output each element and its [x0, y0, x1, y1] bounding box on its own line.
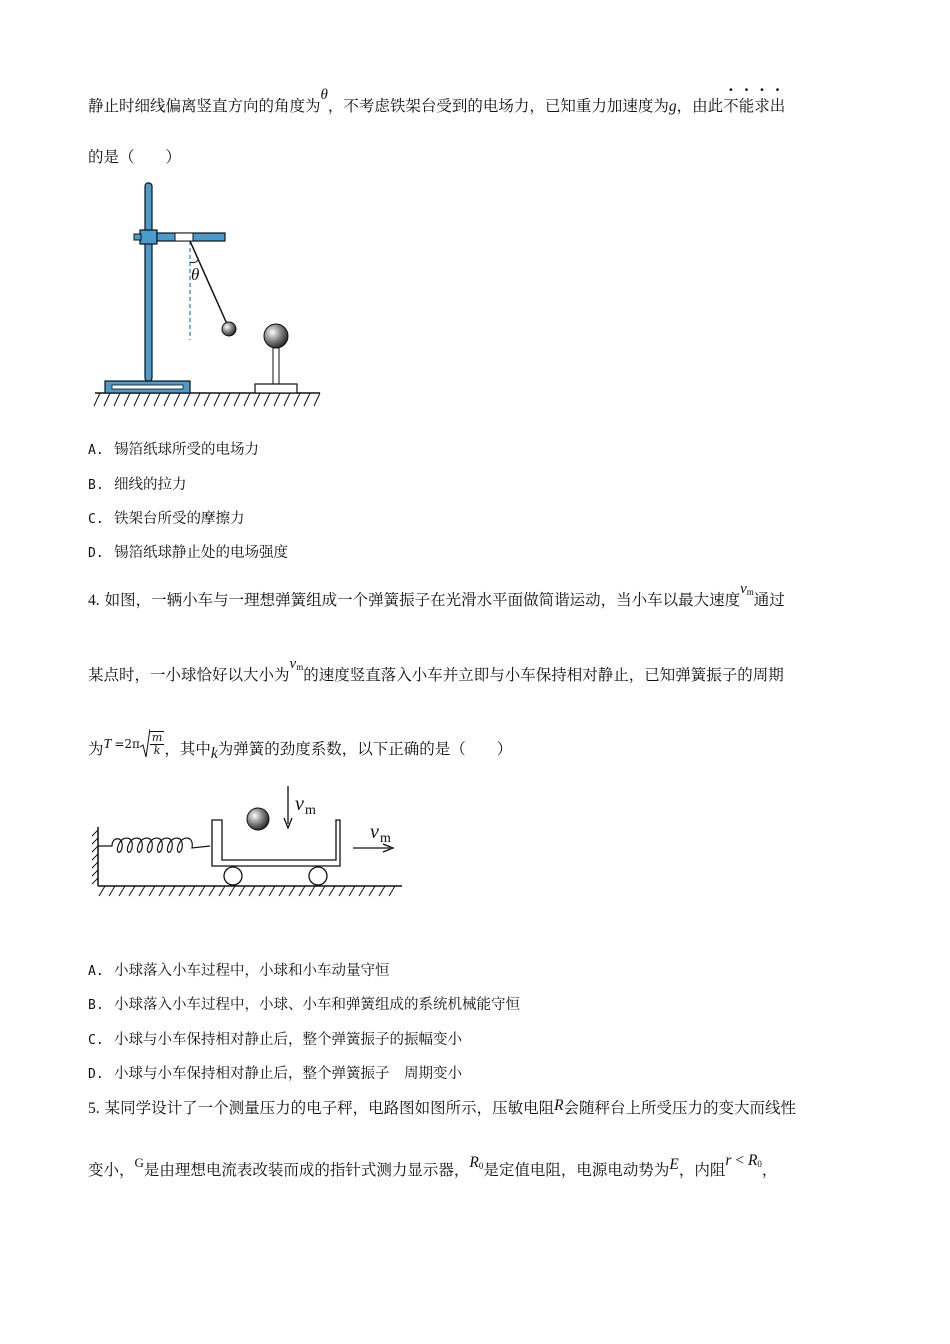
option-text: 小球落入小车过程中，小球、小车和弹簧组成的系统机械能守恒	[114, 997, 520, 1013]
g-meter-symbol: G	[134, 1155, 144, 1170]
q4-text: 通过	[753, 591, 785, 609]
q5-line-2	[88, 1152, 778, 1180]
option-text: 小球落入小车过程中，小球和小车动量守恒	[114, 963, 390, 979]
option-label: B.	[88, 998, 104, 1013]
theta-symbol: θ	[320, 87, 328, 103]
q3-option-d	[88, 541, 288, 562]
q5-text: 某同学设计了一个测量压力的电子秤，电路图如图所示，压敏电阻	[104, 1099, 555, 1117]
option-text: 小球与小车保持相对静止后，整个弹簧振子的振幅变小	[114, 1032, 462, 1048]
q5-text: 是由理想电流表改装而成的指针式测力显示器，	[143, 1161, 470, 1179]
charged-sphere	[264, 324, 288, 348]
cart-wheel-left	[224, 867, 242, 885]
stand-rod	[145, 183, 152, 381]
sphere-post	[273, 348, 279, 385]
arm-clip	[175, 233, 193, 241]
cart-body	[212, 820, 340, 866]
option-text: 锡箔纸球所受的电场力	[114, 442, 259, 458]
option-label: A.	[88, 443, 104, 458]
q4-text: 的速度竖直落入小车并立即与小车保持相对静止，已知弹簧振子的周期	[303, 666, 784, 684]
emphasis-char: 能	[738, 97, 755, 115]
q4-text: 为弹簧的劲度系数，以下正确的是（ ）	[217, 740, 513, 758]
option-text: 小球与小车保持相对静止后，整个弹簧振子 周期变小	[114, 1066, 462, 1082]
option-text: 细线的拉力	[114, 477, 187, 493]
emphasis-char: 不	[723, 97, 739, 115]
option-label: A.	[88, 964, 104, 979]
q5-text: ，	[761, 1161, 778, 1179]
theta-label: θ	[191, 265, 200, 284]
option-text: 铁架台所受的摩擦力	[114, 511, 245, 527]
foil-ball	[222, 322, 236, 336]
emphasis-char: 出	[769, 97, 786, 115]
q4-line-1	[88, 581, 785, 610]
r0-symbol: R0	[469, 1154, 484, 1171]
q5-text: ，内阻	[678, 1161, 726, 1179]
q4-line-2	[88, 656, 784, 685]
option-label: C.	[88, 1033, 104, 1048]
ground-hatch	[94, 393, 320, 406]
q3-text: 的是（ ）	[88, 148, 182, 166]
q4-text: 如图，一辆小车与一理想弹簧组成一个弹簧振子在光滑水平面做简谐运动，当小车以最大速度	[104, 591, 741, 609]
vm-label-ball: v	[295, 793, 304, 815]
option-label: D.	[88, 1067, 104, 1082]
q4-option-b	[88, 993, 520, 1014]
iron-stand-figure	[90, 178, 330, 413]
q5-text: 会随秤台上所受压力的变大而线性	[563, 1099, 797, 1117]
q5-line-1	[88, 1096, 796, 1118]
option-label: D.	[88, 546, 104, 561]
question-number: 4.	[88, 592, 100, 609]
stand-base-inner	[112, 385, 183, 389]
vm-label-cart-sub: m	[380, 831, 391, 846]
vm-label-cart: v	[370, 821, 379, 843]
q5-text: 是定值电阻，电源电动势为	[483, 1161, 670, 1179]
q5-text: 变小，	[88, 1161, 135, 1179]
q4-option-d	[88, 1062, 462, 1083]
period-formula: T =2π $\frac{m}{k}$	[103, 731, 163, 757]
e-symbol: E	[669, 1156, 679, 1173]
q3-line-1	[88, 87, 786, 116]
q3-text: 静止时细线偏离竖直方向的角度为	[88, 97, 321, 115]
wall-hatch	[92, 830, 98, 884]
angle-arc	[190, 260, 198, 263]
spring-cart-figure	[90, 782, 410, 900]
q3-line-2	[88, 145, 181, 167]
vm-symbol: vm	[289, 656, 304, 672]
question-number: 5.	[88, 1100, 100, 1117]
g-symbol: g	[668, 98, 677, 115]
q3-option-a	[88, 438, 259, 459]
option-text: 锡箔纸球静止处的电场强度	[114, 545, 288, 561]
q4-text: 为	[88, 740, 104, 758]
r-symbol: R	[554, 1097, 564, 1114]
clamp-screw	[134, 234, 141, 240]
k-symbol: k	[210, 745, 218, 762]
q4-line-3	[88, 731, 513, 765]
q3-option-b	[88, 473, 187, 494]
vm-symbol: vm	[740, 581, 754, 597]
vm-label-ball-sub: m	[305, 803, 316, 818]
q4-option-c	[88, 1028, 462, 1049]
option-label: C.	[88, 512, 104, 527]
q3-text: ，由此	[676, 97, 724, 115]
q3-option-c	[88, 507, 245, 528]
sphere-base	[255, 384, 297, 393]
cart-wheel-right	[309, 867, 327, 885]
sqrt-symbol: $\frac{m}{k}$	[140, 729, 164, 759]
option-label: B.	[88, 478, 104, 493]
emphasis-char: 求	[754, 97, 770, 115]
q4-option-a	[88, 959, 390, 980]
spring	[98, 838, 210, 852]
q4-text: ，其中	[164, 740, 211, 758]
ground-hatch	[99, 886, 395, 896]
stand-clamp	[140, 230, 157, 244]
q3-text: ，不考虑铁架台受到的电场力，已知重力加速度为	[327, 97, 669, 115]
inequality: r < R0	[725, 1152, 762, 1169]
falling-ball	[247, 808, 269, 830]
q4-text: 某点时，一小球恰好以大小为	[88, 666, 290, 684]
